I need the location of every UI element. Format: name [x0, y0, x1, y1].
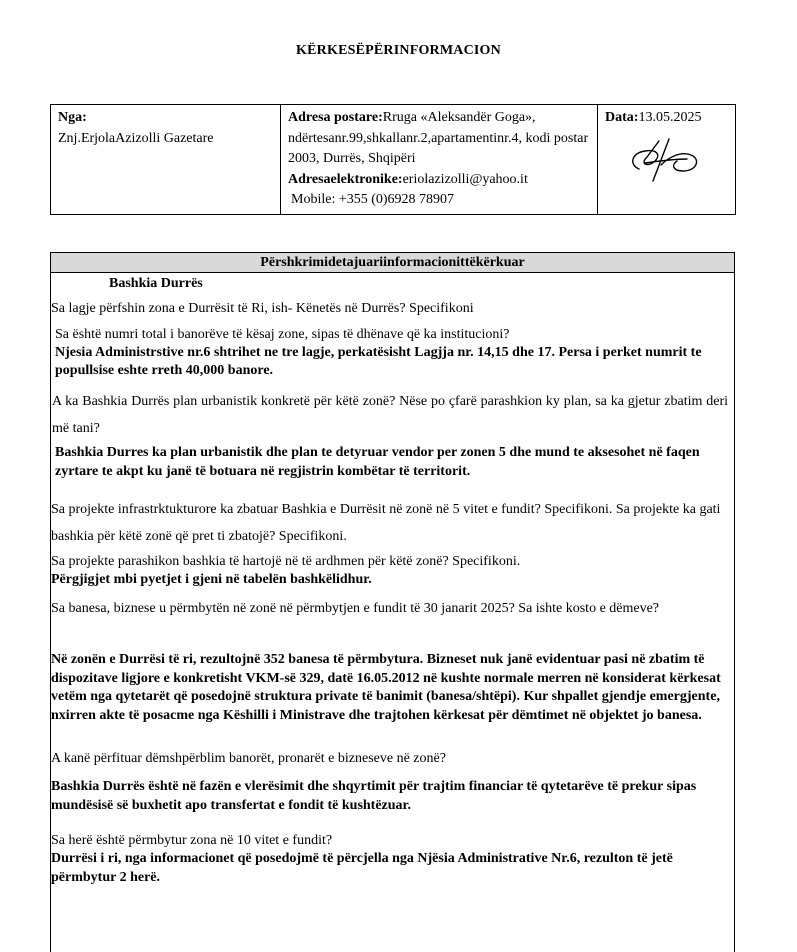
question-2: Sa është numri total i banorëve të kësaj zone, sipas të dhënave që ka institucioni?: [55, 327, 510, 342]
question-6: Sa banesa, biznese u përmbytën në zonë në përmbytjen e fundit të 30 janarit 2025? Sa ishte kosto e dëmeve?: [51, 601, 660, 616]
question-7: A kanë përfituar dëmshpërblim banorët, pronarët e bizneseve në zonë?: [51, 751, 446, 766]
answer-2: Bashkia Durres ka plan urbanistik dhe plan te detyruar vendor per zonen 5 dhe mund te aksesohet në faqen zyrtare te akpt ku janë të botuara në regjistrin kombëtar të territorit.: [55, 445, 700, 479]
requester-info-table: [50, 104, 736, 215]
mobile-value: Mobile: +355 (0)6928 78907: [291, 192, 455, 207]
recipient-label: Bashkia Durrës: [109, 276, 203, 291]
from-value: Znj.ErjolaAzizolli Gazetare: [58, 130, 214, 146]
question-3: A ka Bashkia Durrës plan urbanistik konkretë për këtë zonë? Nëse po çfarë parashkion ky plan, sa ka gjetur zbatim deri më tani?: [52, 394, 728, 436]
address-cell: [281, 105, 598, 215]
section-heading: Përshkrimidetajuariinformacionittëkërkuar: [51, 253, 734, 273]
answer-5: Bashkia Durrës është në fazën e vlerësimit dhe shqyrtimit për trajtim financiar të qytetarëve të prekur sipas mundësisë së buxhetit apo transfertat e fondit të kushtëzuar.: [51, 779, 697, 813]
signature-image: [625, 135, 705, 185]
answer-3: Përgjigjet mbi pyetjet i gjeni në tabelën bashkëlidhur.: [51, 572, 372, 587]
answer-1: Njesia Administrstive nr.6 shtrihet ne tre lagje, perkatësisht Lagjja nr. 14,15 dhe 17. Persa i perket numrit te popullsise eshte rreth 40,000 banore.: [55, 345, 702, 378]
question-4: Sa projekte infrastrktukturore ka zbatuar Bashkia e Durrësit në zonë në 5 vitet e fundit? Specifikoni. Sa projekte ka gati bashkia për këtë zonë që pret ti zbatojë? Specifikoni.: [51, 502, 721, 544]
from-label: Nga:: [58, 110, 87, 125]
answer-6: Durrësi i ri, nga informacionet që posedojmë të përcjella nga Njësia Administrative Nr.6, rezulton të jetë përmbytur 2 herë.: [51, 851, 673, 885]
email-value: eriolazizolli@yahoo.it: [402, 171, 528, 187]
question-5: Sa projekte parashikon bashkia të hartojë në të ardhmen për këtë zonë? Specifikoni.: [51, 554, 521, 569]
address-label: Adresa postare:: [288, 110, 383, 125]
email-label: Adresaelektronike:: [288, 171, 403, 187]
date-label: Data:: [605, 110, 639, 125]
question-1: Sa lagje përfshin zona e Durrësit të Ri, ish- Kënetës në Durrës? Specifikoni: [51, 301, 474, 316]
date-cell: [598, 105, 736, 215]
date-value: 13.05.2025: [638, 110, 702, 125]
answer-4: Në zonën e Durrësi të ri, rezultojnë 352 banesa të përmbytura. Bizneset nuk janë evidentuar pasi në zbatim të dispozitave ligjore e konkretisht VKM-së 329, datë 16.05.2012 në kushte normale merren në konsiderat kërkesat vetëm nga qytetarët që posedojnë struktura private të banimit (banesa/shtëpi). Kur shpallet gjendje emergjente, nxirren akte të posacme nga Këshilli i Ministrave dhe trajtohen kërkesat për dëmtimet në objektet jo banesa.: [51, 652, 721, 723]
address-value: Rruga «Aleksandër Goga», ndërtesanr.99,shkallanr.2,apartamentinr.4, kodi postar 2003, Durrës, Shqipëri: [288, 110, 589, 166]
document-title: KËRKESËPËRINFORMACION: [296, 43, 501, 58]
from-cell: [51, 105, 281, 215]
question-8: Sa herë është përmbytur zona në 10 vitet e fundit?: [51, 833, 333, 848]
request-details-box: [50, 252, 735, 952]
